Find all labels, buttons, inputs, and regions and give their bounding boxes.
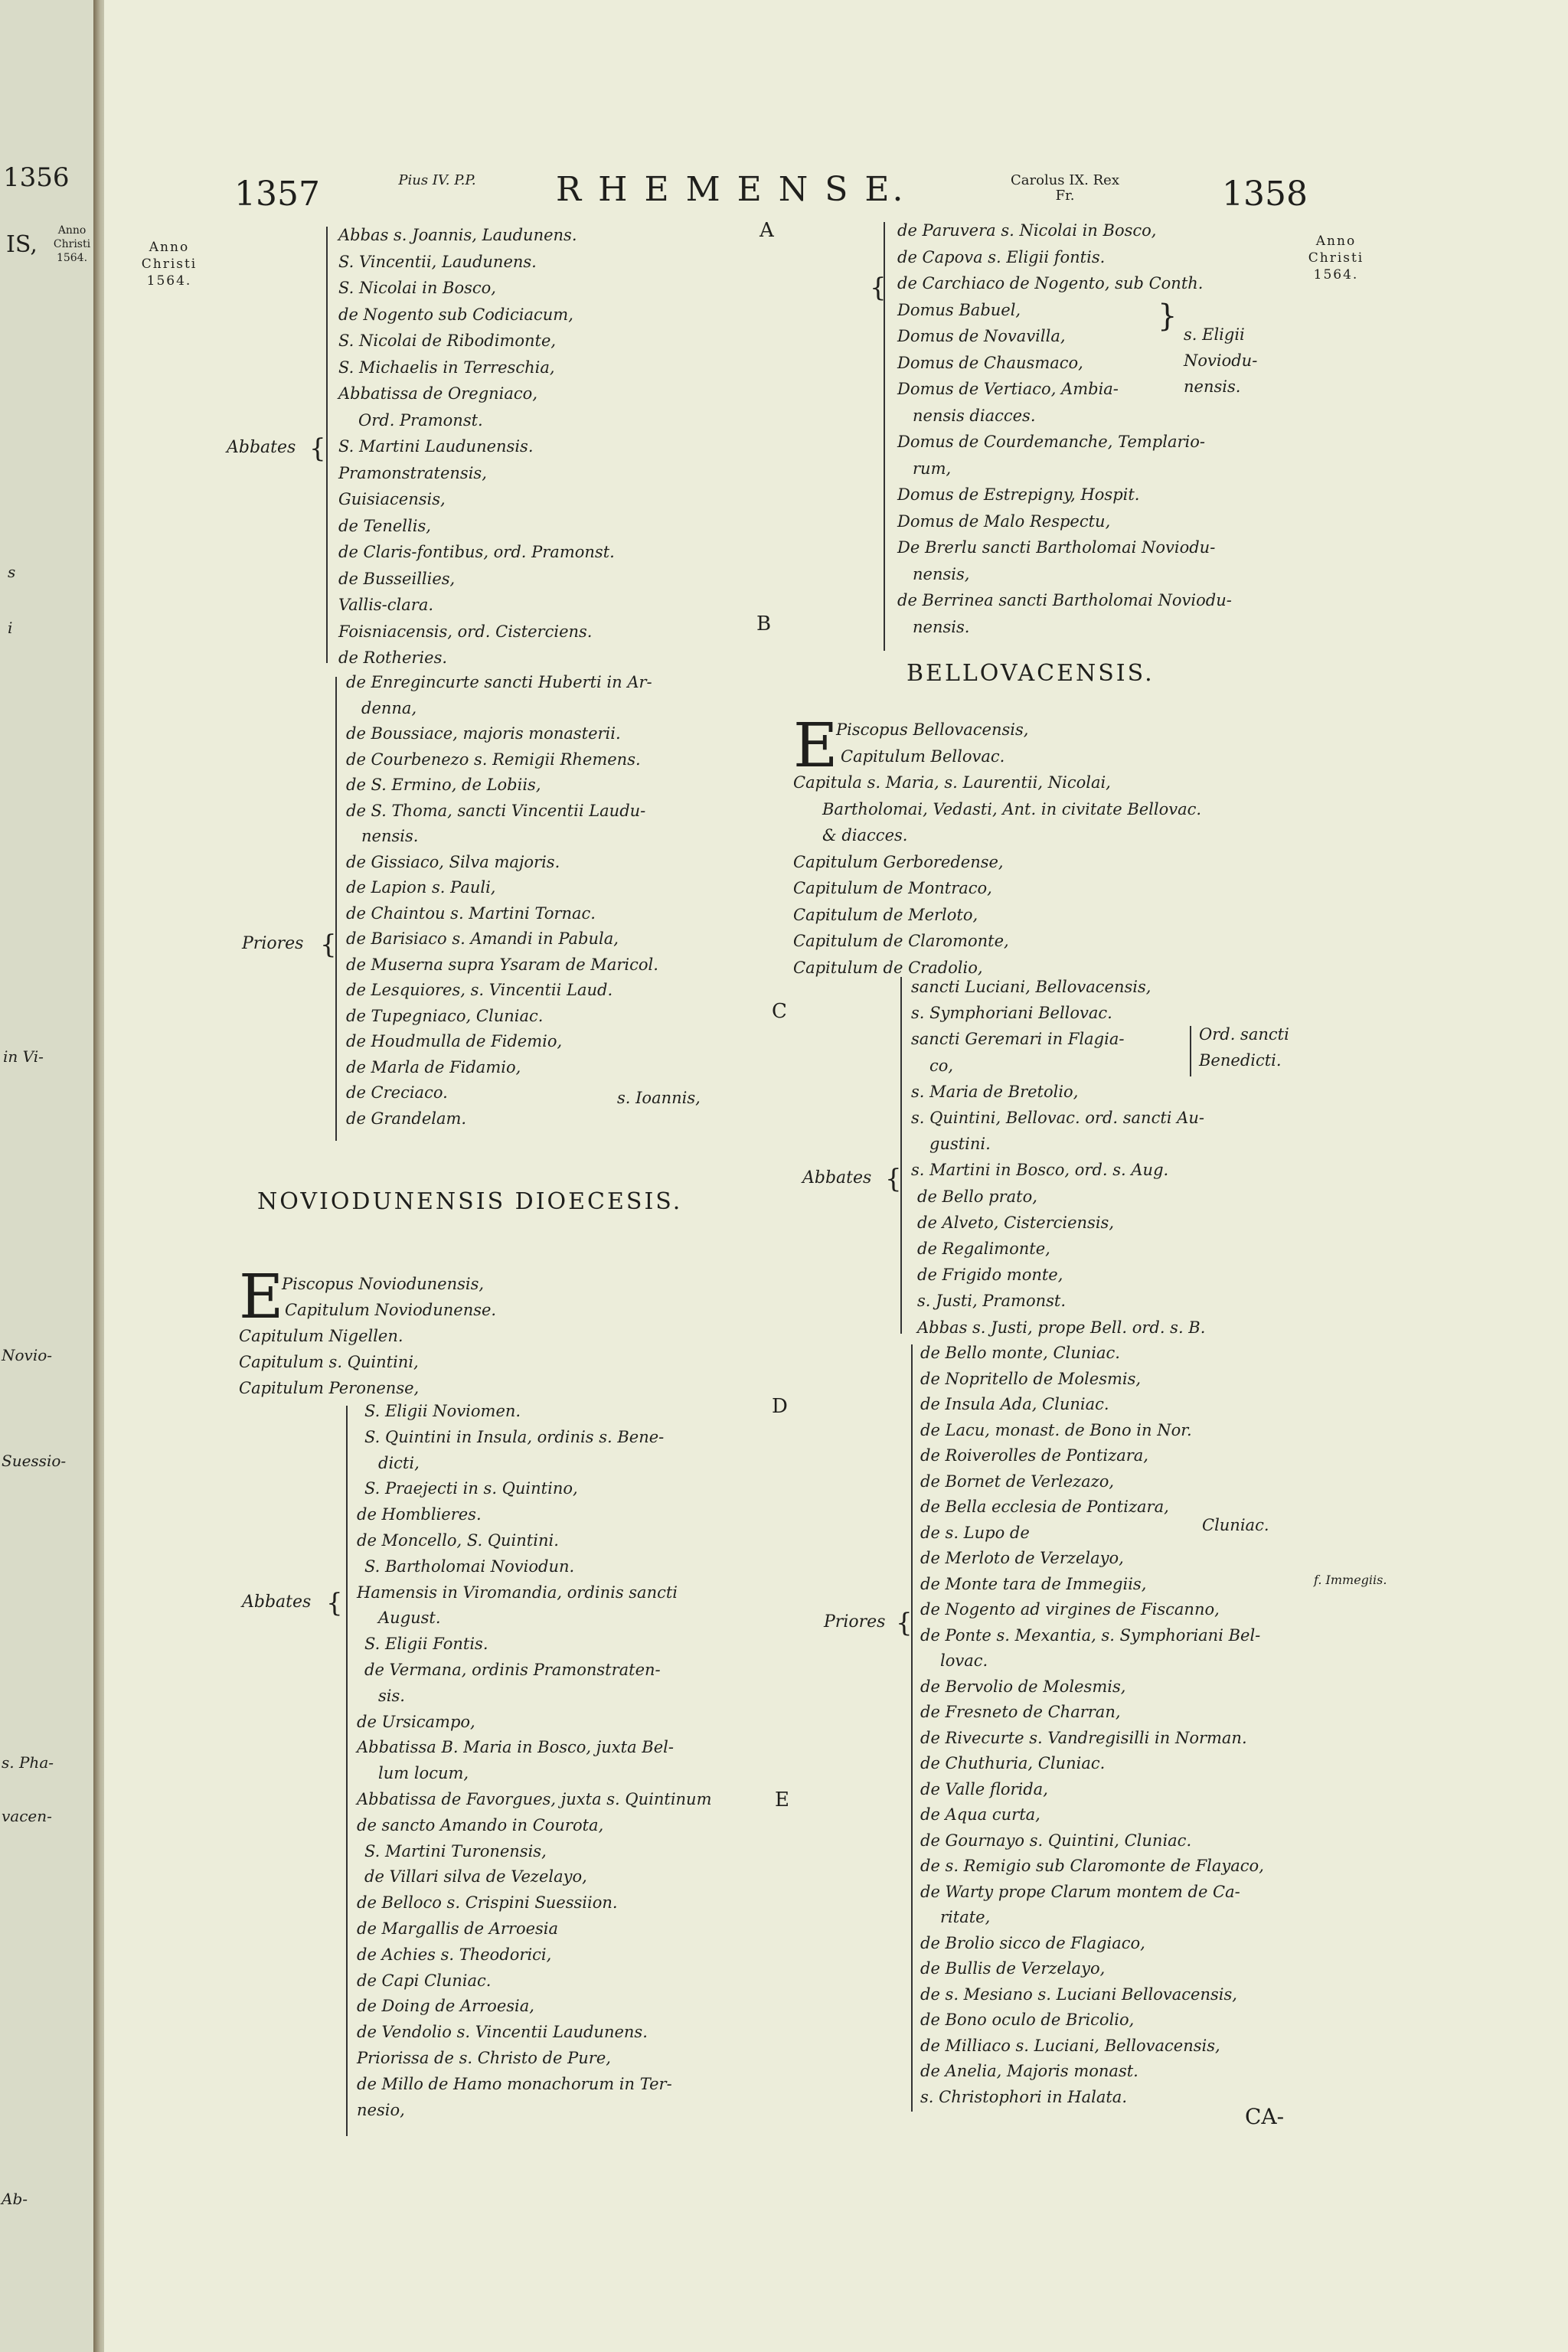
list-item: de Nopritello de Molesmis, bbox=[920, 1369, 1142, 1388]
list-item: Domus de Courdemanche, Templario- bbox=[897, 433, 1205, 451]
brace-glyph: { bbox=[896, 1608, 913, 1638]
list-item: de Gissiaco, Silva majoris. bbox=[346, 852, 560, 871]
list-item: de Merloto de Verzelayo, bbox=[920, 1549, 1124, 1567]
list-item: Guisiacensis, bbox=[338, 490, 446, 508]
list-item: Abbatissa B. Maria in Bosco, juxta Bel- bbox=[357, 1738, 674, 1757]
list-item: de Frigido monte, bbox=[917, 1266, 1063, 1285]
list-item: de Marla de Fidamio, bbox=[346, 1057, 521, 1076]
benedicti-note: Ord. sancti Benedicti. bbox=[1199, 1025, 1289, 1070]
abbates-bracket bbox=[326, 227, 328, 663]
list-item: Capitulum de Merloto, bbox=[793, 905, 978, 924]
list-item: de Boussiace, majoris monasterii. bbox=[346, 724, 621, 743]
list-item: S. Martini Laudunensis. bbox=[338, 437, 534, 456]
list-item: S. Michaelis in Terreschia, bbox=[338, 358, 555, 377]
pope-heading: Pius IV. P.P. bbox=[398, 172, 476, 188]
list-item: de Bornet de Verlezazo, bbox=[920, 1472, 1115, 1491]
list-item: de Carchiaco de Nogento, sub Conth. bbox=[897, 274, 1204, 292]
list-item: de s. Lupo de bbox=[920, 1523, 1030, 1542]
list-item: de Anelia, Majoris monast. bbox=[920, 2062, 1138, 2080]
list-item: Foisniacensis, ord. Cisterciens. bbox=[338, 622, 593, 641]
anno-left: Anno Christi 1564. bbox=[141, 240, 198, 289]
list-item: S. Eligii Noviomen. bbox=[364, 1402, 521, 1420]
list-item: nensis. bbox=[361, 827, 419, 845]
list-item: de Brolio sicco de Flagiaco, bbox=[920, 1933, 1145, 1952]
list-item: de Insula Ada, Cluniac. bbox=[920, 1395, 1109, 1413]
left-fragment: Novio- bbox=[2, 1346, 53, 1364]
list-item: de Ponte s. Mexantia, s. Symphoriani Bel- bbox=[920, 1625, 1261, 1645]
bello-abbates-label: Abbates bbox=[802, 1168, 872, 1187]
list-item: de Valle florida, bbox=[920, 1779, 1048, 1798]
list-item: Capitulum de Claromonte, bbox=[793, 932, 1009, 950]
list-item: Capitulum s. Quintini, bbox=[239, 1353, 419, 1371]
list-item: nesio, bbox=[357, 2100, 405, 2119]
list-item: Pramonstratensis, bbox=[338, 463, 487, 482]
list-item: s. Martini in Bosco, ord. s. Aug. bbox=[911, 1161, 1169, 1180]
bello-priores-bracket bbox=[911, 1344, 913, 2112]
list-item: Capitulum Nigellen. bbox=[239, 1327, 403, 1345]
list-item: de Chuthuria, Cluniac. bbox=[920, 1754, 1106, 1772]
list-item: de Lapion s. Pauli, bbox=[346, 878, 496, 897]
list-item: Capitulum Bellovac. bbox=[841, 746, 1005, 766]
list-item: de Nogento sub Codiciacum, bbox=[338, 305, 573, 324]
list-item: Abbatissa de Favorgues, juxta s. Quintinum bbox=[357, 1790, 712, 1808]
list-item: Domus de Novavilla, bbox=[897, 327, 1066, 345]
list-item: de Capi Cluniac. bbox=[357, 1971, 492, 1990]
list-item: de Rotheries. bbox=[338, 648, 448, 667]
brace-glyph: { bbox=[320, 929, 337, 960]
list-item: de Alveto, Cisterciensis, bbox=[917, 1213, 1114, 1232]
margin-letter: D bbox=[772, 1395, 788, 1418]
list-item: de Villari silva de Vezelayo, bbox=[364, 1867, 587, 1886]
eligii-note-line: s. Eligii bbox=[1184, 325, 1245, 344]
list-item: de S. Ermino, de Lobiis, bbox=[346, 776, 541, 794]
brace-glyph: } bbox=[1158, 299, 1178, 334]
drop-cap-e: E bbox=[239, 1261, 284, 1332]
list-item: Capitulum de Montraco, bbox=[793, 879, 992, 897]
list-item: de Claris-fontibus, ord. Pramonst. bbox=[338, 543, 615, 561]
brace-glyph: { bbox=[309, 433, 326, 464]
list-item: lovac. bbox=[940, 1651, 988, 1670]
list-item: de Rivecurte s. Vandregisilli in Norman. bbox=[920, 1728, 1247, 1747]
margin-letter: B bbox=[756, 612, 772, 635]
list-item: de Grandelam. bbox=[346, 1109, 467, 1128]
list-item: S. Quintini in Insula, ordinis s. Bene- bbox=[364, 1427, 665, 1446]
list-item: gustini. bbox=[929, 1135, 991, 1154]
list-item: de Regalimonte, bbox=[917, 1240, 1050, 1258]
list-item: de Lesquiores, s. Vincentii Laud. bbox=[346, 981, 613, 999]
list-item: nensis, bbox=[913, 564, 970, 583]
list-item: Hamensis in Viromandia, ordinis sancti bbox=[357, 1583, 678, 1602]
novio-abbates-label: Abbates bbox=[242, 1592, 312, 1612]
king-heading: Carolus IX. Rex Fr. bbox=[1011, 172, 1119, 204]
list-item: Bartholomai, Vedasti, Ant. in civitate Bellovac. bbox=[822, 799, 1202, 818]
list-item: S. Vincentii, Laudunens. bbox=[338, 252, 537, 271]
list-item: de s. Mesiano s. Luciani Bellovacensis, bbox=[920, 1984, 1237, 2004]
list-item: de Courbenezo s. Remigii Rhemens. bbox=[346, 750, 641, 769]
list-item: de Tenellis, bbox=[338, 516, 431, 535]
list-item: Domus de Chausmaco, bbox=[897, 353, 1083, 372]
list-item: Priorissa de s. Christo de Pure, bbox=[357, 2049, 611, 2067]
abbates-label: Abbates bbox=[227, 438, 296, 457]
list-item: de Roiverolles de Pontizara, bbox=[920, 1446, 1148, 1465]
list-item: de Tupegniaco, Cluniac. bbox=[346, 1006, 544, 1025]
list-item: de Chaintou s. Martini Tornac. bbox=[346, 903, 596, 923]
list-item: s. Quintini, Bellovac. ord. sancti Au- bbox=[911, 1109, 1204, 1127]
list-item: de Bono oculo de Bricolio, bbox=[920, 2011, 1135, 2029]
left-page-number: 1356 bbox=[3, 162, 70, 193]
list-item: de Houdmulla de Fidemio, bbox=[346, 1032, 563, 1050]
list-item: Capitulum de Cradolio, bbox=[793, 958, 983, 977]
list-item: de Bervolio de Molesmis, bbox=[920, 1677, 1126, 1696]
list-item: de Nogento ad virgines de Fiscanno, bbox=[920, 1600, 1220, 1619]
list-item: de Bello monte, Cluniac. bbox=[920, 1344, 1120, 1362]
bello-priores-label: Priores bbox=[824, 1612, 886, 1632]
left-fragment: vacen- bbox=[2, 1807, 52, 1825]
left-fragment: s. Pha- bbox=[2, 1753, 54, 1772]
left-fragment: Ab- bbox=[2, 2190, 28, 2208]
list-item: de Barisiaco s. Amandi in Pabula, bbox=[346, 929, 619, 948]
margin-letter: E bbox=[775, 1788, 789, 1811]
section-title-bellovacensis: BELLOVACENSIS. bbox=[906, 660, 1155, 687]
cluniac-note: Cluniac. bbox=[1202, 1516, 1269, 1534]
list-item: s. Symphoriani Bellovac. bbox=[911, 1004, 1112, 1023]
left-fragment: i bbox=[8, 619, 13, 637]
brace-glyph: { bbox=[326, 1588, 343, 1619]
list-item: de Muserna supra Ysaram de Maricol. bbox=[346, 955, 658, 974]
left-fragment: in Vi- bbox=[3, 1047, 44, 1066]
list-item: August. bbox=[378, 1609, 441, 1628]
novio-abbates-bracket bbox=[346, 1406, 348, 2136]
list-item: Abbas s. Joannis, Laudunens. bbox=[338, 226, 577, 244]
list-item: s. Christophori in Halata. bbox=[920, 2087, 1127, 2106]
list-item: lum locum, bbox=[378, 1764, 469, 1783]
drop-cap-e: E bbox=[793, 710, 838, 781]
list-item: S. Nicolai de Ribodimonte, bbox=[338, 332, 557, 350]
anno-right: Anno Christi 1564. bbox=[1308, 234, 1364, 283]
list-item: de Vermana, ordinis Pramonstraten- bbox=[364, 1661, 661, 1679]
list-item: S. Martini Turonensis, bbox=[364, 1841, 547, 1860]
priores-bracket bbox=[335, 677, 337, 1141]
list-item: Piscopus Bellovacensis, bbox=[836, 720, 1029, 739]
list-item: de Vendolio s. Vincentii Laudunens. bbox=[357, 2023, 648, 2042]
catchword: CA- bbox=[1245, 2104, 1285, 2129]
list-item: s. Justi, Pramonst. bbox=[917, 1292, 1067, 1311]
list-item: de Fresneto de Charran, bbox=[920, 1703, 1121, 1721]
list-item: & diacces. bbox=[822, 826, 908, 844]
list-item: S. Praejecti in s. Quintino, bbox=[364, 1479, 578, 1498]
list-item: de Millo de Hamo monachorum in Ter- bbox=[357, 2074, 672, 2093]
brace-glyph: { bbox=[870, 273, 887, 303]
list-item: Domus de Vertiaco, Ambia- bbox=[897, 380, 1119, 398]
list-item: Domus Babuel, bbox=[897, 300, 1021, 319]
left-page-number: 1357 bbox=[234, 175, 320, 214]
list-item: de Paruvera s. Nicolai in Bosco, bbox=[897, 221, 1157, 240]
list-item: sancti Luciani, Bellovacensis, bbox=[911, 978, 1152, 996]
list-item: Capitulum Peronense, bbox=[239, 1379, 420, 1397]
list-item: de Moncello, S. Quintini. bbox=[357, 1531, 559, 1550]
list-item: de Achies s. Theodorici, bbox=[357, 1945, 552, 1964]
list-item: nensis diacces. bbox=[913, 406, 1036, 425]
list-item: sis. bbox=[378, 1686, 405, 1705]
main-page bbox=[104, 0, 1568, 2352]
list-item: de Margallis de Arroesia bbox=[357, 1919, 559, 1938]
list-item: de Bella ecclesia de Pontizara, bbox=[920, 1498, 1169, 1516]
right-page-number: 1358 bbox=[1222, 175, 1308, 214]
list-item: sancti Geremari in Flagia- bbox=[911, 1030, 1125, 1049]
list-item: de Creciaco. bbox=[346, 1083, 448, 1102]
list-item: de Warty prope Clarum montem de Ca- bbox=[920, 1882, 1240, 1901]
list-item: de Aqua curta, bbox=[920, 1805, 1040, 1824]
list-item: Capitulum Noviodunense. bbox=[285, 1301, 497, 1319]
benedicti-bracket bbox=[1190, 1026, 1191, 1076]
list-item: Domus de Malo Respectu, bbox=[897, 511, 1111, 531]
section-title-noviodunensis: NOVIODUNENSIS DIOECESIS. bbox=[257, 1188, 683, 1215]
list-item: de s. Remigio sub Claromonte de Flayaco, bbox=[920, 1857, 1264, 1875]
bello-abbates-bracket bbox=[900, 977, 902, 1334]
list-item: de Homblieres. bbox=[357, 1505, 482, 1524]
list-item: de Milliaco s. Luciani, Bellovacensis, bbox=[920, 2036, 1220, 2055]
list-item: S. Nicolai in Bosco, bbox=[338, 279, 496, 297]
list-item: S. Eligii Fontis. bbox=[364, 1635, 488, 1654]
list-item: Abbatissa de Oregniaco, bbox=[338, 384, 537, 403]
left-fragment: s bbox=[8, 563, 16, 581]
list-item: de Busseillies, bbox=[338, 569, 456, 588]
list-item: de Gournayo s. Quintini, Cluniac. bbox=[920, 1831, 1192, 1850]
list-item: co, bbox=[929, 1056, 954, 1075]
list-item: de Doing de Arroesia, bbox=[357, 1997, 534, 2016]
brace-glyph: { bbox=[885, 1164, 902, 1194]
left-page-head: IS, bbox=[6, 231, 38, 258]
list-item: rum, bbox=[913, 459, 952, 478]
left-page-strip bbox=[0, 0, 98, 2352]
left-page-anno: Anno Christi 1564. bbox=[53, 224, 91, 264]
list-item: de S. Thoma, sancti Vincentii Laudu- bbox=[346, 801, 646, 820]
list-item: De Brerlu sancti Bartholomai Noviodu- bbox=[897, 538, 1216, 557]
margin-letter: A bbox=[760, 219, 774, 242]
list-item: de Enregincurte sancti Huberti in Ar- bbox=[346, 673, 652, 691]
eligii-note-line: nensis. bbox=[1184, 377, 1241, 396]
list-item: Capitula s. Maria, s. Laurentii, Nicolai, bbox=[793, 773, 1111, 792]
left-fragment: Suessio- bbox=[2, 1452, 67, 1470]
list-item: de Belloco s. Crispini Suessiion. bbox=[357, 1893, 618, 1913]
list-item: de Bullis de Verzelayo, bbox=[920, 1959, 1106, 1978]
list-item: de Capova s. Eligii fontis. bbox=[897, 247, 1106, 266]
list-item: de Berrinea sancti Bartholomai Noviodu- bbox=[897, 591, 1232, 609]
eligii-note-line: Noviodu- bbox=[1184, 351, 1258, 370]
list-item: S. Bartholomai Noviodun. bbox=[364, 1557, 575, 1576]
immegiis-note: f. Immegiis. bbox=[1314, 1573, 1387, 1587]
margin-letter: C bbox=[772, 1000, 787, 1023]
list-item: de Lacu, monast. de Bono in Nor. bbox=[920, 1420, 1192, 1439]
list-item: Vallis-clara. bbox=[338, 596, 434, 614]
list-item: dicti, bbox=[378, 1453, 420, 1472]
ioannis-note: s. Ioannis, bbox=[617, 1089, 701, 1107]
list-item: Ord. Pramonst. bbox=[358, 410, 483, 430]
list-item: Abbas s. Justi, prope Bell. ord. s. B. bbox=[917, 1318, 1206, 1337]
list-item: nensis. bbox=[913, 617, 970, 636]
page-title: R H E M E N S E. bbox=[556, 170, 906, 209]
list-item: de Ursicampo, bbox=[357, 1712, 475, 1731]
list-item: de Bello prato, bbox=[917, 1187, 1037, 1206]
priores-label: Priores bbox=[242, 934, 304, 953]
list-item: Domus de Estrepigny, Hospit. bbox=[897, 485, 1140, 504]
list-item: de Monte tara de Immegiis, bbox=[920, 1574, 1147, 1593]
list-item: ritate, bbox=[940, 1908, 991, 1926]
list-item: denna, bbox=[361, 698, 417, 717]
list-item: de sancto Amando in Courota, bbox=[357, 1815, 604, 1834]
list-item: s. Maria de Bretolio, bbox=[911, 1082, 1079, 1101]
list-item: Capitulum Gerboredense, bbox=[793, 852, 1004, 871]
list-item: Piscopus Noviodunensis, bbox=[282, 1275, 485, 1293]
